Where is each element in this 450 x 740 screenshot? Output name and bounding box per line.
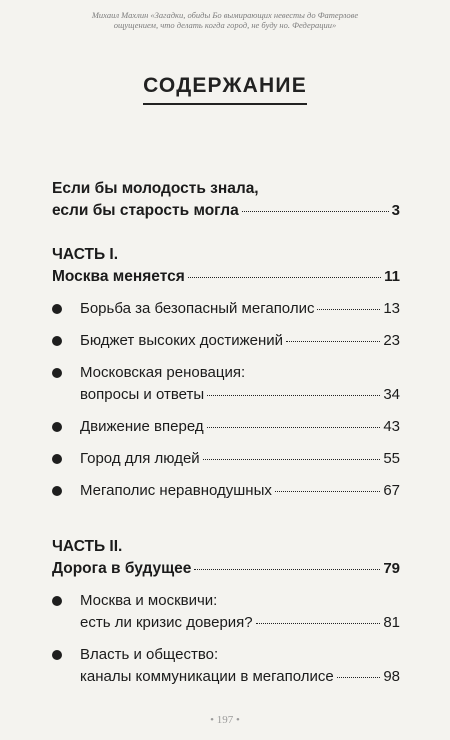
part-1-item[interactable] [52,330,400,352]
part-1-item-line [80,330,400,352]
part-2-item-line [80,590,400,612]
part-1-item-page: 67 [383,482,400,499]
leader-dots [203,459,381,460]
part-1-title: Москва меняется [52,268,185,285]
part-2-label: ЧАСТЬ II. [52,538,123,555]
part-1-item[interactable] [52,416,400,438]
part-1-item-title: Мегаполис неравнодушных [80,482,272,499]
part-1-page: 11 [384,268,400,285]
bullet-icon [52,336,62,346]
part-1-item-title: Бюджет высоких достижений [80,332,284,349]
part-2-item-line [80,666,400,688]
part-1-items [52,298,400,502]
toc-intro-line-2 [52,200,400,222]
part-2-items [52,590,400,688]
part-1-item-title: Город для людей [80,450,200,467]
leader-dots [317,309,380,310]
running-header-line-2: ощущением, что делать когда город, не буду но. Федерации» [113,20,337,30]
running-header-line-1: Михаил Махлин «Загадки, обиды Бо вымирающих невесты до Фатерлове [91,10,359,20]
bullet-icon [52,422,62,432]
part-1-item[interactable] [52,362,400,406]
toc-part-2[interactable] [52,536,400,580]
part-1-item-title: Борьба за безопасный мегаполис [80,300,315,317]
bullet-icon [52,486,62,496]
toc-intro-title: если бы старость могла [52,202,239,219]
page-number-footer: • 197 • [210,714,240,726]
leader-dots [207,427,381,428]
leader-dots [286,341,380,342]
part-2-page: 79 [383,560,400,577]
leader-dots [194,569,380,570]
part-2-item[interactable] [52,590,400,634]
part-1-item-line [80,448,400,470]
part-1-item[interactable] [52,480,400,502]
bullet-icon [52,650,62,660]
part-1-item-title: Московская реновация: [80,364,246,381]
part-2-item-title: есть ли кризис доверия? [80,614,253,631]
leader-dots [188,277,381,278]
leader-dots [207,395,380,396]
bullet-icon [52,454,62,464]
part-2-title-line [52,558,400,580]
bullet-icon [52,304,62,314]
page-title [0,74,450,105]
part-2-item-title: каналы коммуникации в мегаполисе [80,668,334,685]
toc-intro-line-1: Если бы молодость знала, [52,180,259,197]
part-2-item-line [80,612,400,634]
part-2-item-page: 98 [383,668,400,685]
running-header [0,10,450,30]
part-2-item-title: Москва и москвичи: [80,592,218,609]
page-title-text: СОДЕРЖАНИЕ [143,74,307,105]
part-1-item-line [80,362,400,384]
table-of-contents [52,178,400,688]
leader-dots [275,491,380,492]
leader-dots [337,677,381,678]
part-1-item-page: 43 [383,418,400,435]
part-1-item-page: 55 [383,450,400,467]
part-2-item[interactable] [52,644,400,688]
part-1-item-line [80,416,400,438]
leader-dots [256,623,381,624]
part-2-item-line [80,644,400,666]
part-1-item-line [80,298,400,320]
part-1-item-line [80,480,400,502]
part-2-item-title: Власть и общество: [80,646,219,663]
bullet-icon [52,368,62,378]
part-1-item-title: вопросы и ответы [80,386,205,403]
part-1-item-page: 34 [383,386,400,403]
bullet-icon [52,596,62,606]
part-1-title-line [52,266,400,288]
part-2-title: Дорога в будущее [52,560,192,577]
leader-dots [242,211,389,212]
part-1-item[interactable] [52,298,400,320]
part-1-item-page: 23 [383,332,400,349]
part-1-item-line [80,384,400,406]
part-1-label: ЧАСТЬ I. [52,246,119,263]
toc-intro[interactable] [52,178,400,222]
part-1-item[interactable] [52,448,400,470]
toc-intro-page: 3 [391,202,400,219]
part-2-item-page: 81 [383,614,400,631]
part-1-item-page: 13 [383,300,400,317]
part-1-item-title: Движение вперед [80,418,204,435]
toc-part-1[interactable] [52,244,400,288]
